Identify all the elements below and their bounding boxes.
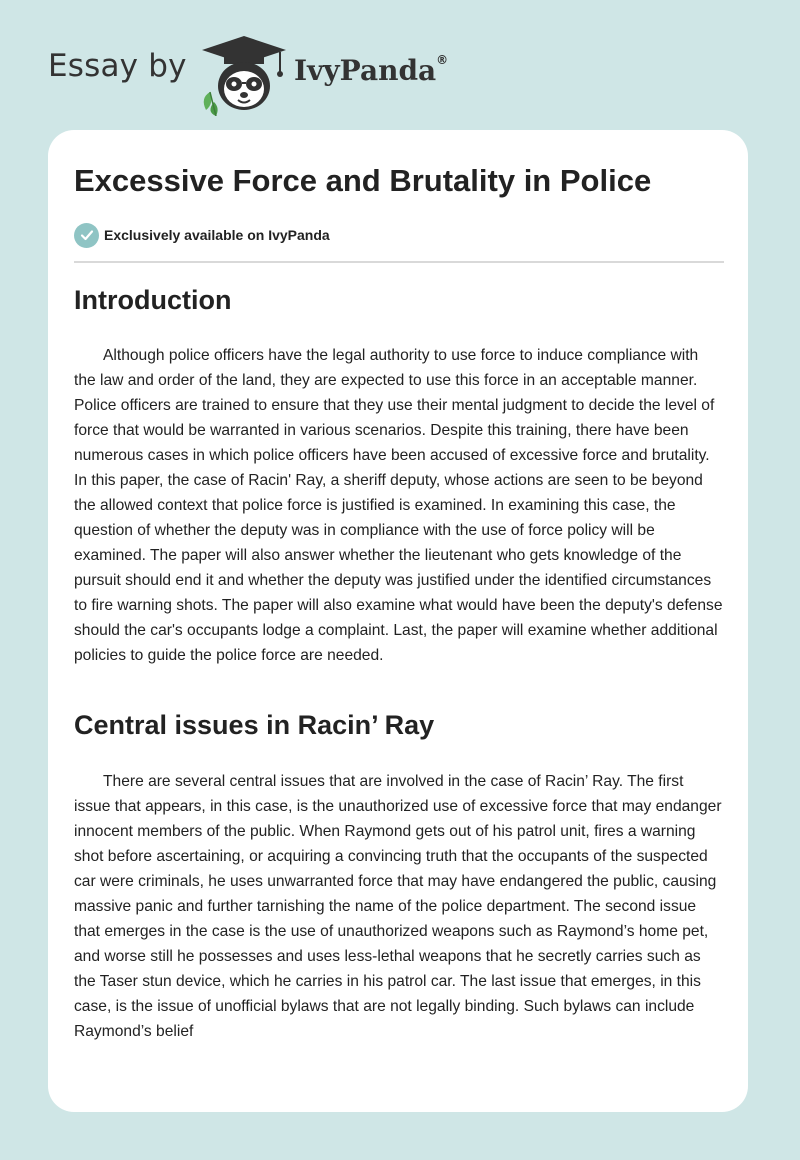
- essay-by-label: Essay by: [48, 48, 187, 84]
- title-divider: [74, 261, 724, 263]
- exclusive-badge: [74, 222, 330, 248]
- brand-header: [0, 0, 800, 130]
- essay-card: [48, 130, 748, 1112]
- paragraph-central-issues: There are several central issues that are involved in the case of Racin’ Ray. The first issue that appears, in this case, is the unauthorized use of excessive force that may endanger innocent members of the public. When Raymond gets out of his patrol unit, fires a warning shot before ascertaining, or acquiring a convincing truth that the occupants of the suspected car were criminals, he uses unwarranted force that may have endangered the public, causing massive panic and further tarnishing the name of the police department. The second issue that emerges in the case is the use of unauthorized weapons such as Raymond’s home pet, and worse still he possesses and uses less-lethal weapons that he secretly carries such as the Taser stun device, which he carries in his patrol car. The last issue that emerges, in this case, is the issue of unofficial bylaws that are not legally binding. Such bylaws can include Raymond’s belief: [74, 773, 722, 1040]
- brand-name[interactable]: IvyPanda®: [294, 52, 449, 87]
- panda-graduate-icon: [196, 32, 292, 116]
- section-heading-introduction: Introduction: [74, 285, 232, 315]
- section-heading-central-issues: Central issues in Racin’ Ray: [74, 710, 435, 740]
- check-icon: [74, 223, 99, 248]
- exclusive-badge-label: Exclusively available on IvyPanda: [104, 227, 330, 243]
- page-title: Excessive Force and Brutality in Police: [74, 163, 652, 198]
- registered-mark: ®: [436, 52, 449, 67]
- paragraph-introduction: Although police officers have the legal authority to use force to induce compliance with the law and order of the land, they are expected to use this force in an acceptable manner. Police officers are trained to ensure that they use their mental judgment to decide the level of force that would be warranted in various scenarios. Despite this training, there have been numerous cases in which police officers have been accused of excessive force and brutality. In this paper, the case of Racin' Ray, a sheriff deputy, whose actions are seen to be beyond the allowed context that police force is justified is examined. In examining this case, the question of whether the deputy was in compliance with the use of force policy will be examined. The paper will also answer whether the lieutenant who gets knowledge of the pursuit should end it and whether the deputy was justified under the identified circumstances to fire warning shots. The paper will also examine what would have been the deputy's defense should the car's occupants lodge a complaint. Last, the paper will examine whether additional policies to guide the police force are needed.: [74, 347, 723, 664]
